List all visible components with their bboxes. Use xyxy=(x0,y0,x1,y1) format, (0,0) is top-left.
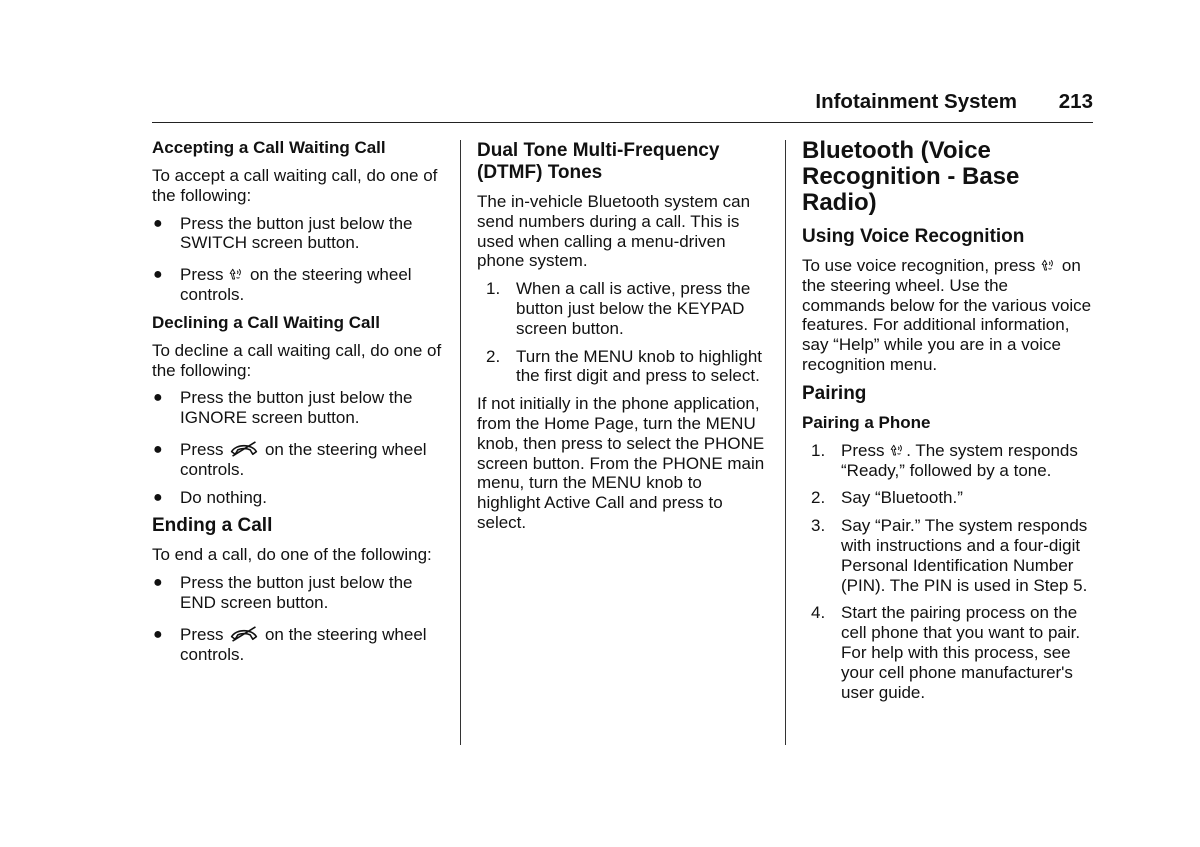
ending-a-call-heading: Ending a Call xyxy=(152,515,273,537)
voice-recognition-icon xyxy=(1041,257,1056,274)
bullet-icon: ● xyxy=(153,625,163,643)
voice-recognition-icon xyxy=(890,442,905,459)
pairing-a-phone-heading: Pairing a Phone xyxy=(802,412,931,432)
column-divider xyxy=(785,140,786,745)
column-3 xyxy=(802,138,1094,710)
list-item: ● Do nothing. xyxy=(153,487,267,507)
bullet-icon: ● xyxy=(153,266,163,284)
accepting-call-waiting-heading: Accepting a Call Waiting Call xyxy=(152,138,386,157)
section-title: Infotainment System xyxy=(815,90,1017,113)
declining-intro: To decline a call waiting call, do one of the following: xyxy=(152,340,442,380)
dtmf-steps xyxy=(477,279,769,386)
end-call-icon xyxy=(229,625,259,643)
dtmf-intro: The in-vehicle Bluetooth system can send numbers during a call. This is used when calling a menu-driven phone system. xyxy=(477,192,751,271)
declining-call-waiting-heading: Declining a Call Waiting Call xyxy=(152,312,380,332)
list-item: 2. Say “Bluetooth.” xyxy=(811,488,963,508)
list-item: 1. Press . The system responds “Ready,” followed by a tone. xyxy=(811,440,1078,480)
column-1 xyxy=(152,138,444,672)
dtmf-heading: Dual Tone Multi-Frequency (DTMF) Tones xyxy=(477,140,720,183)
list-item: ● Press the button just below the END screen button. xyxy=(153,573,413,612)
list-item: ● Press on the steering wheel controls. xyxy=(153,624,427,664)
list-item: 2. Turn the MENU knob to highlight the first digit and press to select. xyxy=(486,346,762,386)
page-number: 213 xyxy=(1058,90,1093,113)
bullet-icon: ● xyxy=(153,214,163,232)
pairing-heading: Pairing xyxy=(802,382,867,404)
bullet-icon: ● xyxy=(153,488,163,506)
bullet-icon: ● xyxy=(153,389,163,407)
ending-list xyxy=(152,573,444,664)
list-item: ● Press the button just below the SWITCH screen button. xyxy=(153,213,413,253)
dtmf-outro: If not initially in the phone application, from the Home Page, turn the MENU knob, then press to select the PHONE screen button. From the PHONE main menu, turn the MENU knob to highlight Active Call and press to select. xyxy=(477,394,765,532)
accepting-intro: To accept a call waiting call, do one of the following: xyxy=(152,166,438,205)
bluetooth-title: Bluetooth (Voice Recognition - Base Radio) xyxy=(802,137,1020,216)
list-item: 4. Start the pairing process on the cell phone that you want to pair. For help with this process, see your cell phone manufacturer's user guide. xyxy=(811,603,1081,702)
column-divider xyxy=(460,140,461,745)
declining-list xyxy=(152,388,444,507)
accepting-list xyxy=(152,214,444,305)
pairing-steps xyxy=(802,441,1094,703)
list-item: 1. When a call is active, press the button just below the KEYPAD screen button. xyxy=(486,279,751,338)
bullet-icon: ● xyxy=(153,574,163,592)
using-voice-recognition-heading: Using Voice Recognition xyxy=(802,226,1025,247)
list-item: ● Press on the steering wheel controls. xyxy=(153,439,427,479)
ending-intro: To end a call, do one of the following: xyxy=(152,545,432,565)
voice-recognition-icon xyxy=(229,266,244,283)
page-header xyxy=(152,86,1093,123)
voice-paragraph: To use voice recognition, press on the steering wheel. Use the commands below for the various voice features. For additional information, say “Help” while you are in a voice recognition menu. xyxy=(802,256,1092,374)
list-item: ● Press on the steering wheel controls. xyxy=(153,265,412,304)
column-2 xyxy=(477,138,769,541)
list-item: 3. Say “Pair.” The system responds with instructions and a four-digit Personal Identification Number (PIN). The PIN is used in Step 5. xyxy=(811,516,1088,595)
end-call-icon xyxy=(229,440,259,458)
bullet-icon: ● xyxy=(153,440,163,458)
list-item: ● Press the button just below the IGNORE screen button. xyxy=(153,388,413,428)
